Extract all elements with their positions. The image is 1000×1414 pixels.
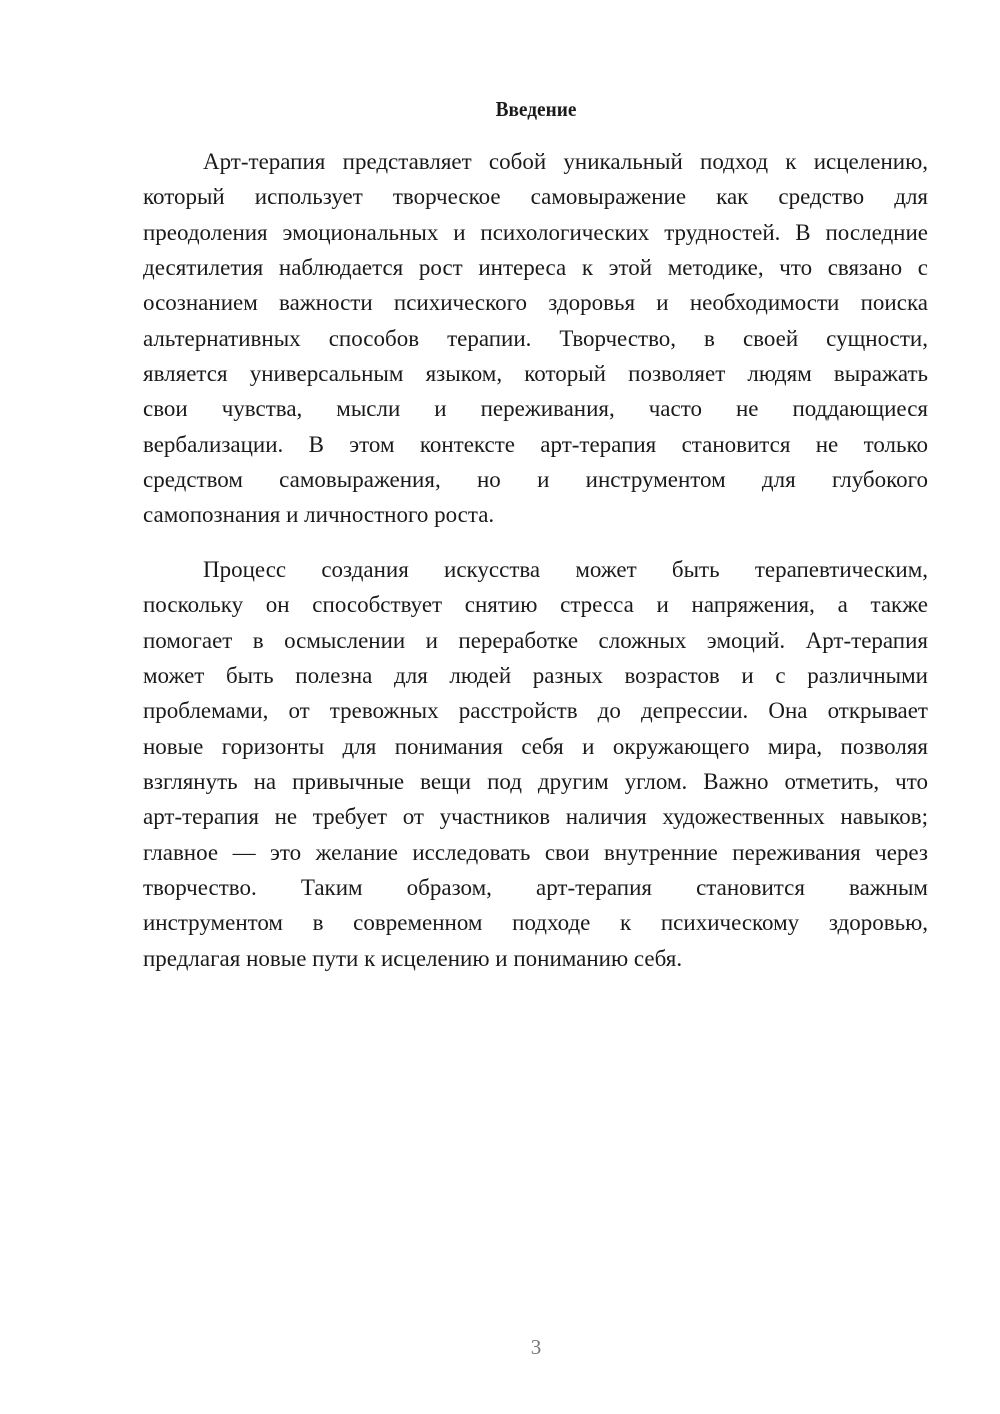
text-line: десятилетия наблюдается рост интереса к этой методике, что связано с	[143, 255, 928, 281]
text-line: помогает в осмыслении и переработке сложных эмоций. Арт-терапия	[143, 627, 928, 653]
text-line: арт-терапия не требует от участников наличия художественных навыков;	[143, 804, 928, 830]
paragraph-2	[143, 552, 928, 976]
paragraph-1	[143, 144, 928, 533]
text-line: вербализации. В этом контексте арт-терапия становится не только	[143, 431, 928, 457]
text-line: новые горизонты для понимания себя и окружающего мира, позволяя	[143, 733, 928, 759]
text-line: который использует творческое самовыражение как средство для	[143, 184, 928, 210]
text-line: средством самовыражения, но и инструментом для глубокого	[143, 467, 928, 493]
text-line: альтернативных способов терапии. Творчество, в своей сущности,	[143, 325, 928, 351]
text-line: проблемами, от тревожных расстройств до депрессии. Она открывает	[143, 698, 928, 724]
text-line: взглянуть на привычные вещи под другим углом. Важно отметить, что	[143, 769, 928, 795]
text-line: предлагая новые пути к исцелению и пониманию себя.	[143, 945, 683, 971]
text-line: Арт-терапия представляет собой уникальный подход к исцелению,	[203, 149, 928, 174]
text-line: Процесс создания искусства может быть терапевтическим,	[203, 557, 928, 582]
text-line: свои чувства, мысли и переживания, часто не поддающиеся	[143, 396, 928, 422]
page-number: 3	[530, 1335, 542, 1359]
text-line: творчество. Таким образом, арт-терапия становится важным	[143, 875, 928, 901]
text-line: самопознания и личностного роста.	[143, 502, 495, 528]
section-heading: Введение	[495, 97, 577, 121]
text-line: поскольку он способствует снятию стресса и напряжения, а также	[143, 592, 928, 618]
text-line: главное — это желание исследовать свои внутренние переживания через	[143, 839, 928, 865]
text-line: инструментом в современном подходе к психическому здоровью,	[143, 910, 928, 936]
text-line: может быть полезна для людей разных возрастов и с различными	[143, 663, 928, 689]
text-line: осознанием важности психического здоровья и необходимости поиска	[143, 290, 928, 316]
text-line: является универсальным языком, который позволяет людям выражать	[143, 361, 928, 387]
text-line: преодоления эмоциональных и психологических трудностей. В последние	[143, 219, 928, 245]
